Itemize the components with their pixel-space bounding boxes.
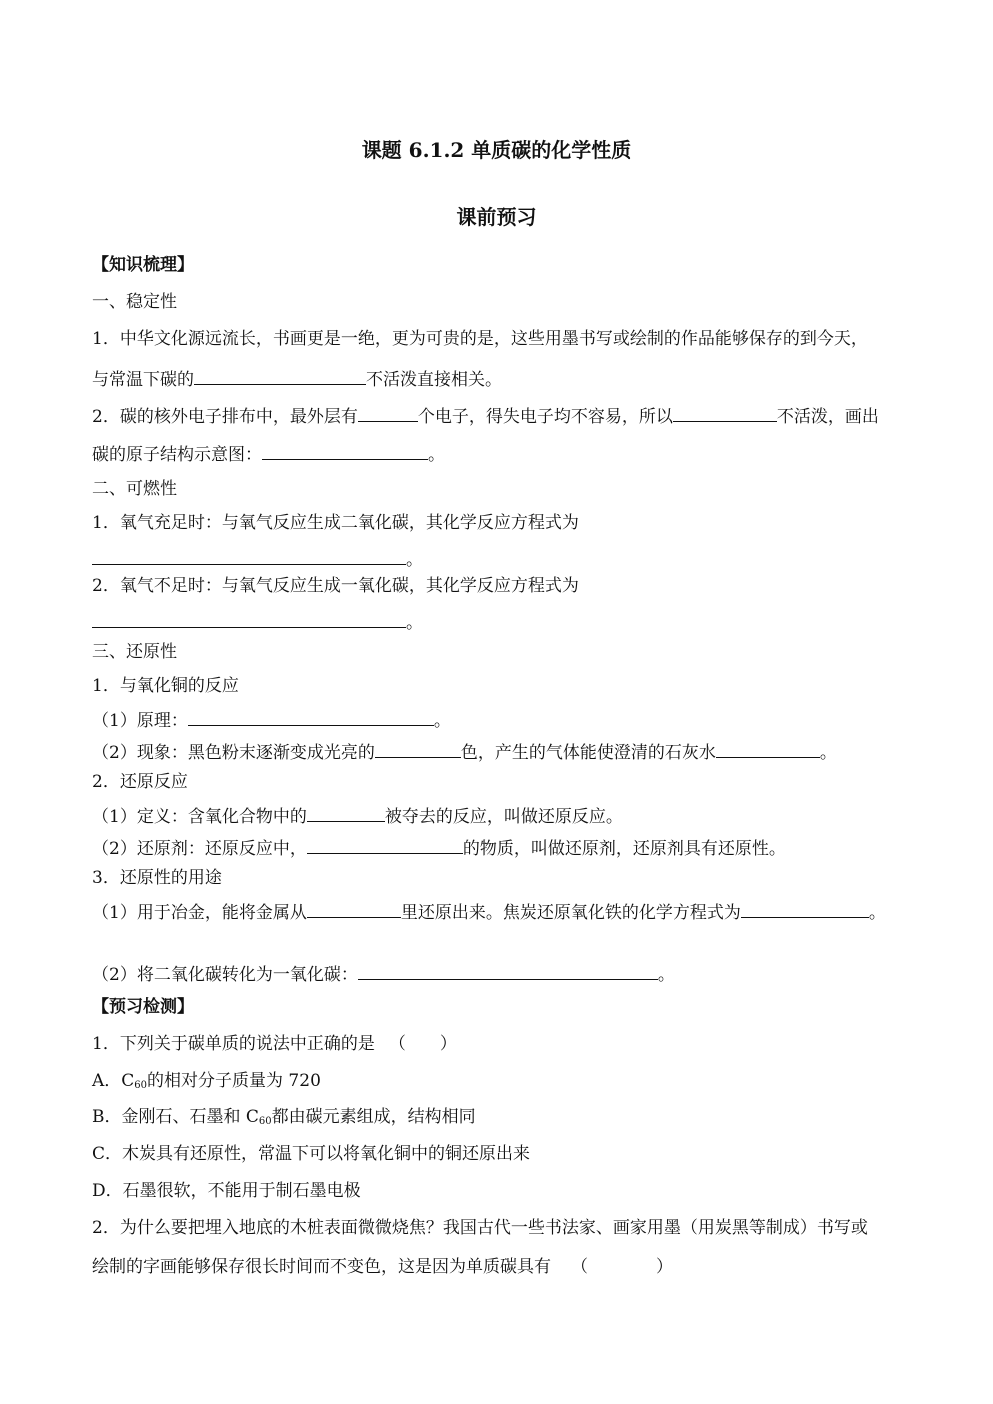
- text: 的物质，叫做还原剂，还原剂具有还原性。: [462, 839, 786, 859]
- text: 色，产生的气体能使澄清的石灰水: [460, 743, 716, 763]
- subscript: 60: [258, 1116, 272, 1127]
- text: 。: [657, 965, 675, 985]
- fill-blank[interactable]: [92, 546, 406, 565]
- answer-paren[interactable]: （ ）: [388, 1034, 457, 1054]
- text: （2）将二氧化碳转化为一氧化碳：: [92, 965, 358, 985]
- knowledge-section-heading: 【知识梳理】: [92, 255, 194, 275]
- text: 绘制的字画能够保存很长时间而不变色，这是因为单质碳具有: [92, 1257, 551, 1277]
- fill-blank[interactable]: [188, 707, 434, 726]
- text: 。: [868, 903, 886, 923]
- text: （2）现象：黑色粉末逐渐变成光亮的: [92, 743, 375, 763]
- check-q2-line1: 2．为什么要把埋入地底的木桩表面微微烧焦？我国古代一些书法家、画家用墨（用炭黑等制成）书写或: [92, 1218, 868, 1238]
- text: （2）还原剂：还原反应中，: [92, 839, 307, 859]
- combustibility-q1-answer: [92, 546, 423, 571]
- fill-blank[interactable]: [92, 609, 406, 628]
- fill-blank[interactable]: [307, 803, 385, 822]
- stability-q2-line1: [92, 403, 879, 428]
- text: 1．下列关于碳单质的说法中正确的是: [92, 1034, 375, 1054]
- text: B．金刚石、石墨和 C: [92, 1107, 259, 1127]
- reducing-agent-line: [92, 835, 786, 860]
- fill-blank[interactable]: [307, 899, 401, 918]
- page-subtitle: 课前预习: [456, 205, 537, 229]
- text: 与常温下碳的: [92, 370, 194, 390]
- text: 被夺去的反应，叫做还原反应。: [384, 807, 623, 827]
- check-q1-option-c[interactable]: C．木炭具有还原性，常温下可以将氧化铜中的铜还原出来: [92, 1144, 531, 1164]
- text: 。: [406, 550, 423, 570]
- text: 2．碳的核外电子排布中，最外层有: [92, 407, 358, 427]
- principle-line: [92, 707, 451, 732]
- text: 。: [406, 613, 423, 633]
- check-q1-option-b[interactable]: [92, 1106, 476, 1133]
- text: 不活泼直接相关。: [366, 370, 502, 390]
- fill-blank[interactable]: [194, 366, 366, 385]
- definition-line: [92, 803, 623, 828]
- text: 碳的原子结构示意图：: [92, 445, 262, 465]
- check-q2-line2: [92, 1256, 673, 1278]
- stability-q1-line2: [92, 366, 502, 391]
- check-q1-option-d[interactable]: D．石墨很软，不能用于制石墨电极: [92, 1181, 361, 1201]
- combustibility-heading: 二、可燃性: [92, 479, 177, 499]
- fill-blank[interactable]: [358, 961, 658, 980]
- text: 都由碳元素组成，结构相同: [271, 1107, 476, 1127]
- text: 。: [819, 743, 837, 763]
- metallurgy-line: [92, 899, 886, 924]
- check-q1: [92, 1033, 457, 1055]
- text: 不活泼，画出: [776, 407, 879, 427]
- co2-conversion-line: [92, 961, 675, 986]
- page-title: 课题 6.1.2 单质碳的化学性质: [361, 138, 632, 162]
- text: 里还原出来。焦炭还原氧化铁的化学方程式为: [400, 903, 741, 923]
- phenomenon-line: [92, 739, 837, 764]
- fill-blank[interactable]: [673, 403, 777, 422]
- combustibility-q2-answer: [92, 609, 423, 634]
- check-section-heading: 【预习检测】: [92, 997, 194, 1017]
- copper-oxide-heading: 1．与氧化铜的反应: [92, 676, 239, 696]
- text: （1）用于冶金，能将金属从: [92, 903, 307, 923]
- reducibility-heading: 三、还原性: [92, 642, 177, 662]
- fill-blank[interactable]: [716, 739, 820, 758]
- text: 个电子，得失电子均不容易，所以: [417, 407, 673, 427]
- uses-heading: 3．还原性的用途: [92, 868, 222, 888]
- text: A．C: [92, 1071, 135, 1091]
- stability-heading: 一、稳定性: [92, 292, 177, 312]
- answer-paren[interactable]: （ ）: [571, 1257, 673, 1277]
- text: （1）原理：: [92, 711, 188, 731]
- text: 。: [428, 445, 445, 465]
- text: （1）定义：含氧化合物中的: [92, 807, 307, 827]
- reduction-heading: 2．还原反应: [92, 772, 188, 792]
- text: 的相对分子质量为 720: [147, 1071, 321, 1091]
- fill-blank[interactable]: [358, 403, 418, 422]
- text: 。: [433, 711, 451, 731]
- stability-q2-line2: [92, 441, 445, 466]
- fill-blank[interactable]: [741, 899, 869, 918]
- fill-blank[interactable]: [307, 835, 463, 854]
- check-q1-option-a[interactable]: [92, 1070, 321, 1097]
- subscript: 60: [134, 1080, 148, 1091]
- stability-q1-line1: 1．中华文化源远流长，书画更是一绝，更为可贵的是，这些用墨书写或绘制的作品能够保存的到今天，: [92, 329, 868, 349]
- combustibility-q2: 2．氧气不足时：与氧气反应生成一氧化碳，其化学反应方程式为: [92, 576, 579, 596]
- combustibility-q1: 1．氧气充足时：与氧气反应生成二氧化碳，其化学反应方程式为: [92, 513, 579, 533]
- fill-blank[interactable]: [375, 739, 461, 758]
- fill-blank[interactable]: [262, 441, 428, 460]
